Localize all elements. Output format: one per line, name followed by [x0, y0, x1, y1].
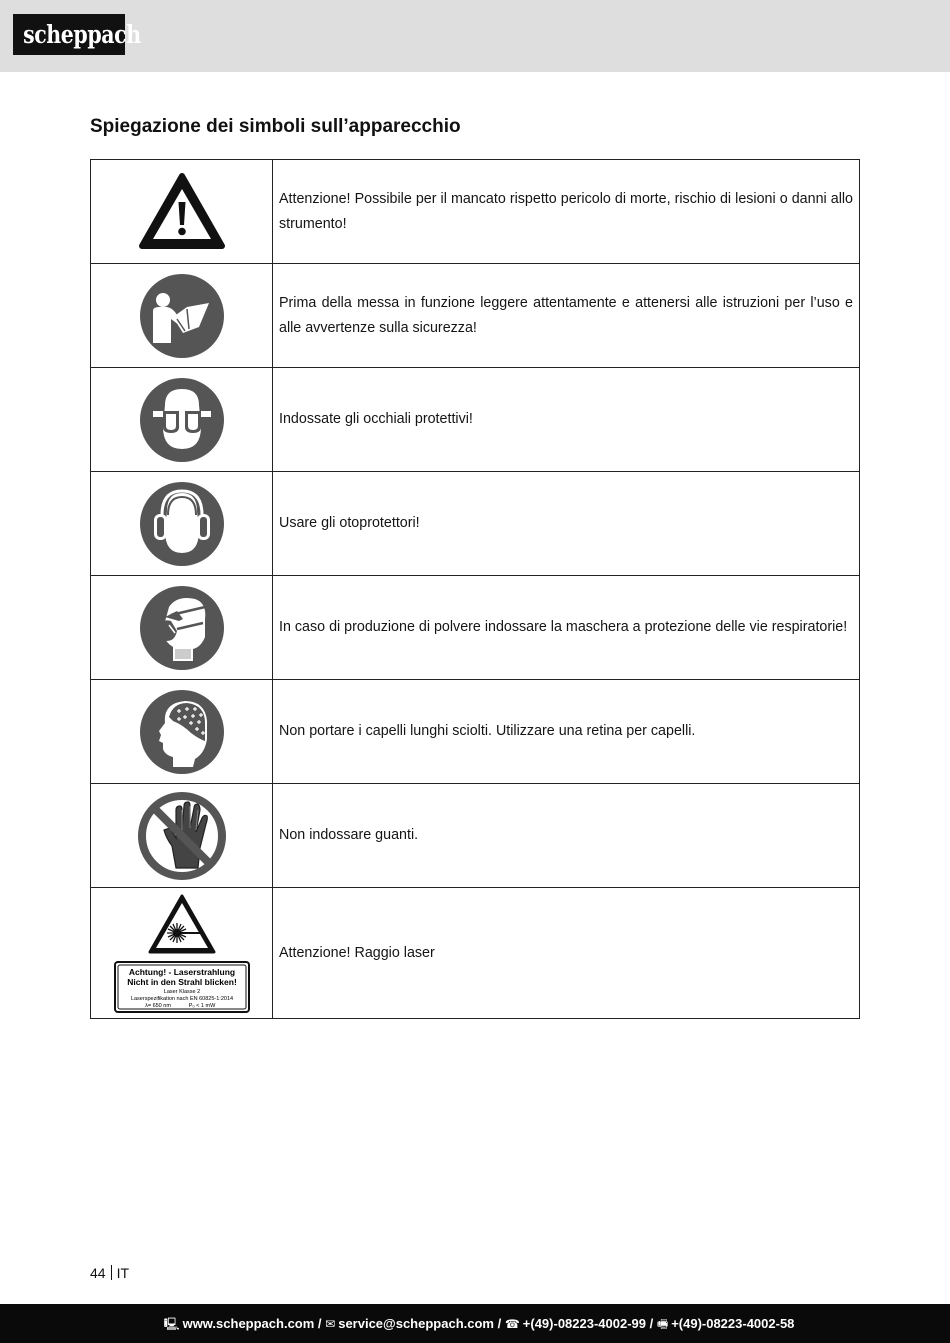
laser-label-line3: Laser Klasse 2	[163, 989, 200, 995]
footer-website[interactable]: www.scheppach.com	[182, 1316, 315, 1331]
symbol-row	[91, 472, 860, 576]
email-icon: ✉	[325, 1317, 336, 1331]
footer-separator: /	[314, 1316, 326, 1331]
footer-separator: /	[646, 1316, 657, 1331]
symbol-icon-cell	[91, 680, 273, 784]
computer-icon: 🖳	[163, 1317, 180, 1331]
hair-net-icon	[139, 689, 225, 775]
symbol-description: Non indossare guanti.	[273, 784, 860, 888]
laser-label-wavelength: λ= 650 nm	[144, 1003, 171, 1009]
laser-label-plate	[114, 961, 250, 1013]
page-header	[0, 0, 950, 72]
symbol-row	[91, 784, 860, 888]
symbols-table	[90, 159, 860, 1019]
symbol-icon-cell	[91, 160, 273, 264]
symbol-icon-cell	[91, 784, 273, 888]
logo-text: scheppach	[23, 20, 141, 49]
symbol-row	[91, 264, 860, 368]
page-number-value: 44	[90, 1265, 106, 1281]
symbol-description: Indossate gli occhiali protettivi!	[273, 368, 860, 472]
laser-label-line2: Nicht in den Strahl blicken!	[126, 977, 237, 987]
page-language: IT	[116, 1265, 130, 1281]
fax-icon: 🖷	[656, 1317, 669, 1331]
symbol-row	[91, 888, 860, 1019]
symbol-description: Prima della messa in funzione leggere attentamente e attenersi alle istruzioni per l’uso e alle avvertenze sulla sicurezza!	[273, 264, 860, 368]
footer-contact	[0, 1304, 950, 1343]
footer-email[interactable]: service@scheppach.com	[338, 1316, 494, 1331]
symbol-icon-cell	[91, 888, 273, 1019]
page-number	[90, 1265, 129, 1281]
phone-icon: ☎	[504, 1317, 520, 1331]
symbol-row	[91, 368, 860, 472]
footer-separator: /	[493, 1316, 505, 1331]
read-manual-icon	[139, 273, 225, 359]
symbol-row	[91, 576, 860, 680]
symbol-description: Attenzione! Possibile per il mancato rispetto pericolo di morte, rischio di lesioni o danni allo strumento!	[273, 160, 860, 264]
symbol-description: Non portare i capelli lunghi sciolti. Utilizzare una retina per capelli.	[273, 680, 860, 784]
symbol-icon-cell	[91, 264, 273, 368]
symbol-row	[91, 160, 860, 264]
footer-fax: +(49)-08223-4002-58	[671, 1316, 795, 1331]
symbol-icon-cell	[91, 368, 273, 472]
warning-triangle-icon	[138, 172, 226, 252]
no-gloves-icon	[136, 790, 228, 882]
symbol-description: Attenzione! Raggio laser	[273, 888, 860, 1019]
page-footer	[0, 1304, 950, 1343]
dust-mask-icon	[139, 585, 225, 671]
laser-label-line4: Laserspezifikation nach EN 60825-1:2014	[130, 996, 233, 1002]
footer-phone: +(49)-08223-4002-99	[522, 1316, 647, 1331]
section-title: Spiegazione dei simboli sull’apparecchio	[90, 116, 461, 137]
scheppach-logo	[13, 14, 141, 55]
symbol-row	[91, 680, 860, 784]
laser-label-line1: Achtung! - Laserstrahlung	[128, 967, 235, 977]
symbol-icon-cell	[91, 472, 273, 576]
safety-glasses-icon	[139, 377, 225, 463]
symbol-description: In caso di produzione di polvere indossare la maschera a protezione delle vie respiratorie!	[273, 576, 860, 680]
laser-label-power: P₀ < 1 mW	[188, 1003, 215, 1009]
page-number-divider	[111, 1265, 112, 1280]
symbol-icon-cell	[91, 576, 273, 680]
symbol-description: Usare gli otoprotettori!	[273, 472, 860, 576]
ear-protection-icon	[139, 481, 225, 567]
laser-warning-icon	[147, 893, 217, 955]
